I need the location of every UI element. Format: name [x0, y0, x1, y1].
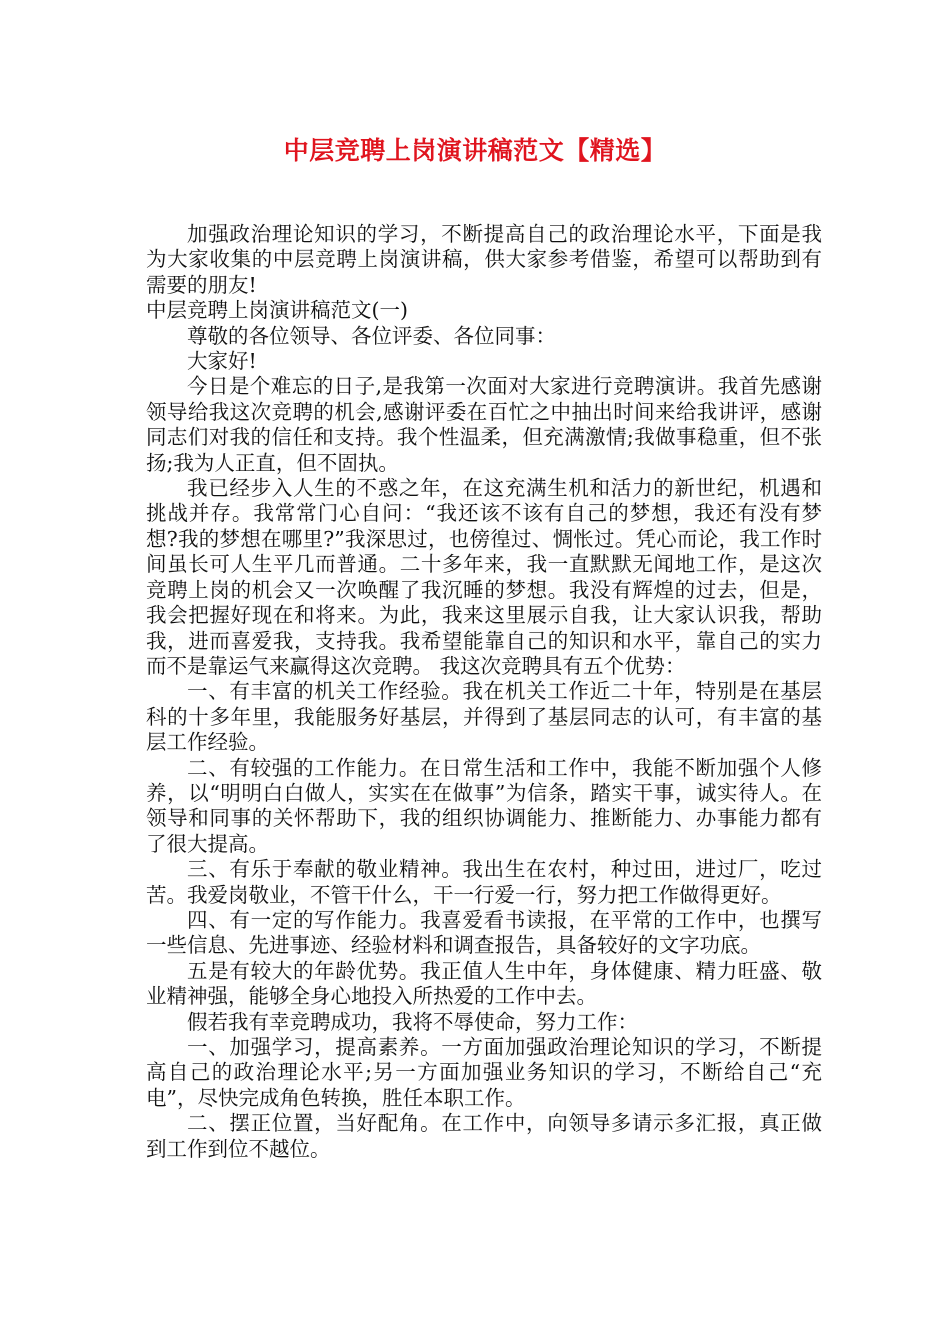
document-title: 中层竞聘上岗演讲稿范文【精选】 [283, 136, 667, 165]
body-paragraph: 三、有乐于奉献的敬业精神。我出生在农村，种过田，进过厂，吃过苦。我爱岗敬业，不管干什么，干一行爱一行，努力把工作做得更好。 [146, 857, 822, 907]
body-paragraph: 大家好! [187, 349, 257, 374]
body-paragraph: 五是有较大的年龄优势。我正值人生中年，身体健康、精力旺盛、敬业精神强，能够全身心地投入所热爱的工作中去。 [146, 958, 822, 1009]
body-paragraph: 四、有一定的写作能力。我喜爱看书读报，在平常的工作中，也撰写一些信息、先进事迹、经验材料和调查报告，具备较好的文字功底。 [146, 907, 822, 958]
body-paragraph: 二、有较强的工作能力。在日常生活和工作中，我能不断加强个人修养，以“明明白白做人，实实在在做事”为信条，踏实干事，诚实待人。在领导和同事的关怀帮助下，我的组织协调能力、推断能力、办事能力都有了很大提高。 [146, 755, 822, 856]
body-paragraph: 今日是个难忘的日子,是我第一次面对大家进行竞聘演讲。我首先感谢领导给我这次竞聘的机会,感谢评委在百忙之中抽出时间来给我讲评，感谢同志们对我的信任和支持。我个性温柔，但充满激情;我做事稳重，但不张扬;我为人正直，但不固执。 [146, 374, 822, 475]
body-paragraph: 二、摆正位置，当好配角。在工作中，向领导多请示多汇报，真正做到工作到位不越位。 [146, 1111, 822, 1161]
body-paragraph: 我已经步入人生的不惑之年，在这充满生机和活力的新世纪，机遇和挑战并存。我常常门心自问：“我还该不该有自己的梦想，我还有没有梦想?我的梦想在哪里?”我深思过，也傍徨过、惆怅过。凭心而论，我工作时间虽长可人生平几而普通。二十多年来，我一直默默无闻地工作，是这次竞聘上岗的机会又一次唤醒了我沉睡的梦想。我没有辉煌的过去，但是，我会把握好现在和将来。为此，我来这里展示自我，让大家认识我，帮助我，进而喜爱我，支持我。我希望能靠自己的知识和水平，靠自己的实力而不是靠运气来赢得这次竞聘。 我这次竞聘具有五个优势： [146, 476, 822, 678]
body-paragraph: 一、加强学习，提高素养。一方面加强政治理论知识的学习，不断提高自己的政治理论水平;另一方面加强业务知识的学习，不断给自己“充电”，尽快完成角色转换，胜任本职工作。 [146, 1035, 822, 1110]
section-heading: 中层竞聘上岗演讲稿范文(一) [146, 298, 408, 323]
body-paragraph: 加强政治理论知识的学习，不断提高自己的政治理论水平，下面是我为大家收集的中层竞聘上岗演讲稿，供大家参考借鉴，希望可以帮助到有需要的朋友! [146, 222, 822, 297]
body-paragraph: 一、有丰富的机关工作经验。我在机关工作近二十年，特别是在基层科的十多年里，我能服务好基层，并得到了基层同志的认可，有丰富的基层工作经验。 [146, 679, 822, 755]
body-paragraph: 尊敬的各位领导、各位评委、各位同事： [187, 323, 556, 348]
document-body [146, 222, 822, 1162]
body-paragraph: 假若我有幸竞聘成功，我将不辱使命，努力工作： [187, 1009, 638, 1034]
